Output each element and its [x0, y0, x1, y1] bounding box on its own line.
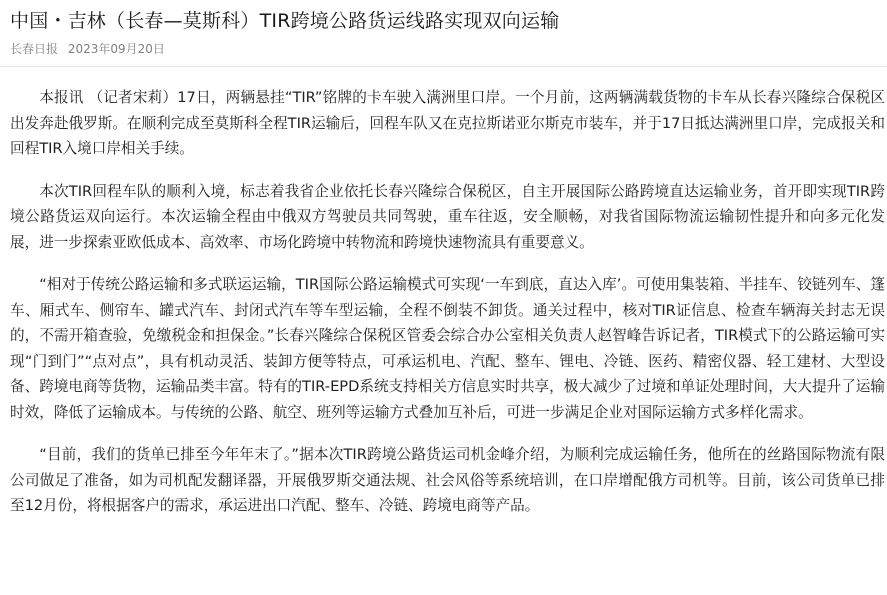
article-source: 长春日报	[10, 42, 59, 56]
article-meta	[10, 41, 171, 57]
article-body	[10, 85, 885, 536]
article-paragraph: 本报讯 （记者宋莉）17日，两辆悬挂“TIR”铭牌的卡车驶入满洲里口岸。一个月前，这两辆满载货物的卡车从长春兴隆综合保税区出发奔赴俄罗斯。在顺利完成至莫斯科全程TIR运输后，回程车队又在克拉斯诺亚尔斯克市装车，并于17日抵达满洲里口岸，完成报关和回程TIR入境口岸相关手续。	[10, 89, 885, 157]
article-date: 2023年09月20日	[67, 42, 165, 56]
article-title: 中国・吉林（长春—莫斯科）TIR跨境公路货运线路实现双向运输	[10, 10, 560, 32]
article-paragraph: 本次TIR回程车队的顺利入境，标志着我省企业依托长春兴隆综合保税区，自主开展国际公路跨境直达运输业务，首开即实现TIR跨境公路货运双向运行。本次运输全程由中俄双方驾驶员共同驾驶，重车往返，安全顺畅，对我省国际物流运输韧性提升和向多元化发展，进一步探索亚欧低成本、高效率、市场化跨境中转物流和跨境快速物流具有重要意义。	[10, 182, 885, 251]
article-paragraph: “相对于传统公路运输和多式联运运输，TIR国际公路运输模式可实现‘一车到底，直达入库’。可使用集装箱、半挂车、铰链列车、篷车、厢式车、侧帘车、罐式汽车、封闭式汽车等车型运输，全程不倒装不卸货。通关过程中，核对TIR证信息、检查车辆海关封志无误的，不需开箱查验，免缴税金和担保金。”长春兴隆综合保税区管委会综合办公室相关负责人赵智峰告诉记者，TIR模式下的公路运输可实现“门到门”“点对点”，具有机动灵活、装卸方便等特点，可承运机电、汽配、整车、锂电、冷链、医药、精密仪器、轻工建材、大型设备、跨境电商等货物，运输品类丰富。特有的TIR-EPD系统支持相关方信息实时共享，极大减少了过境和单证处理时间，大大提升了运输时效，降低了运输成本。与传统的公路、航空、班列等运输方式叠加互补后，可进一步满足企业对国际运输方式多样化需求。	[10, 276, 885, 421]
article-paragraph: “目前，我们的货单已排至今年年末了。”据本次TIR跨境公路货运司机金峰介绍，为顺利完成运输任务，他所在的丝路国际物流有限公司做足了准备，如为司机配发翻译器，开展俄罗斯交通法规、社会风俗等系统培训，在口岸增配俄方司机等。目前，该公司货单已排至12月份，将根据客户的需求，承运进出口汽配、整车、冷链、跨境电商等产品。	[10, 446, 885, 514]
header-divider	[0, 66, 887, 67]
